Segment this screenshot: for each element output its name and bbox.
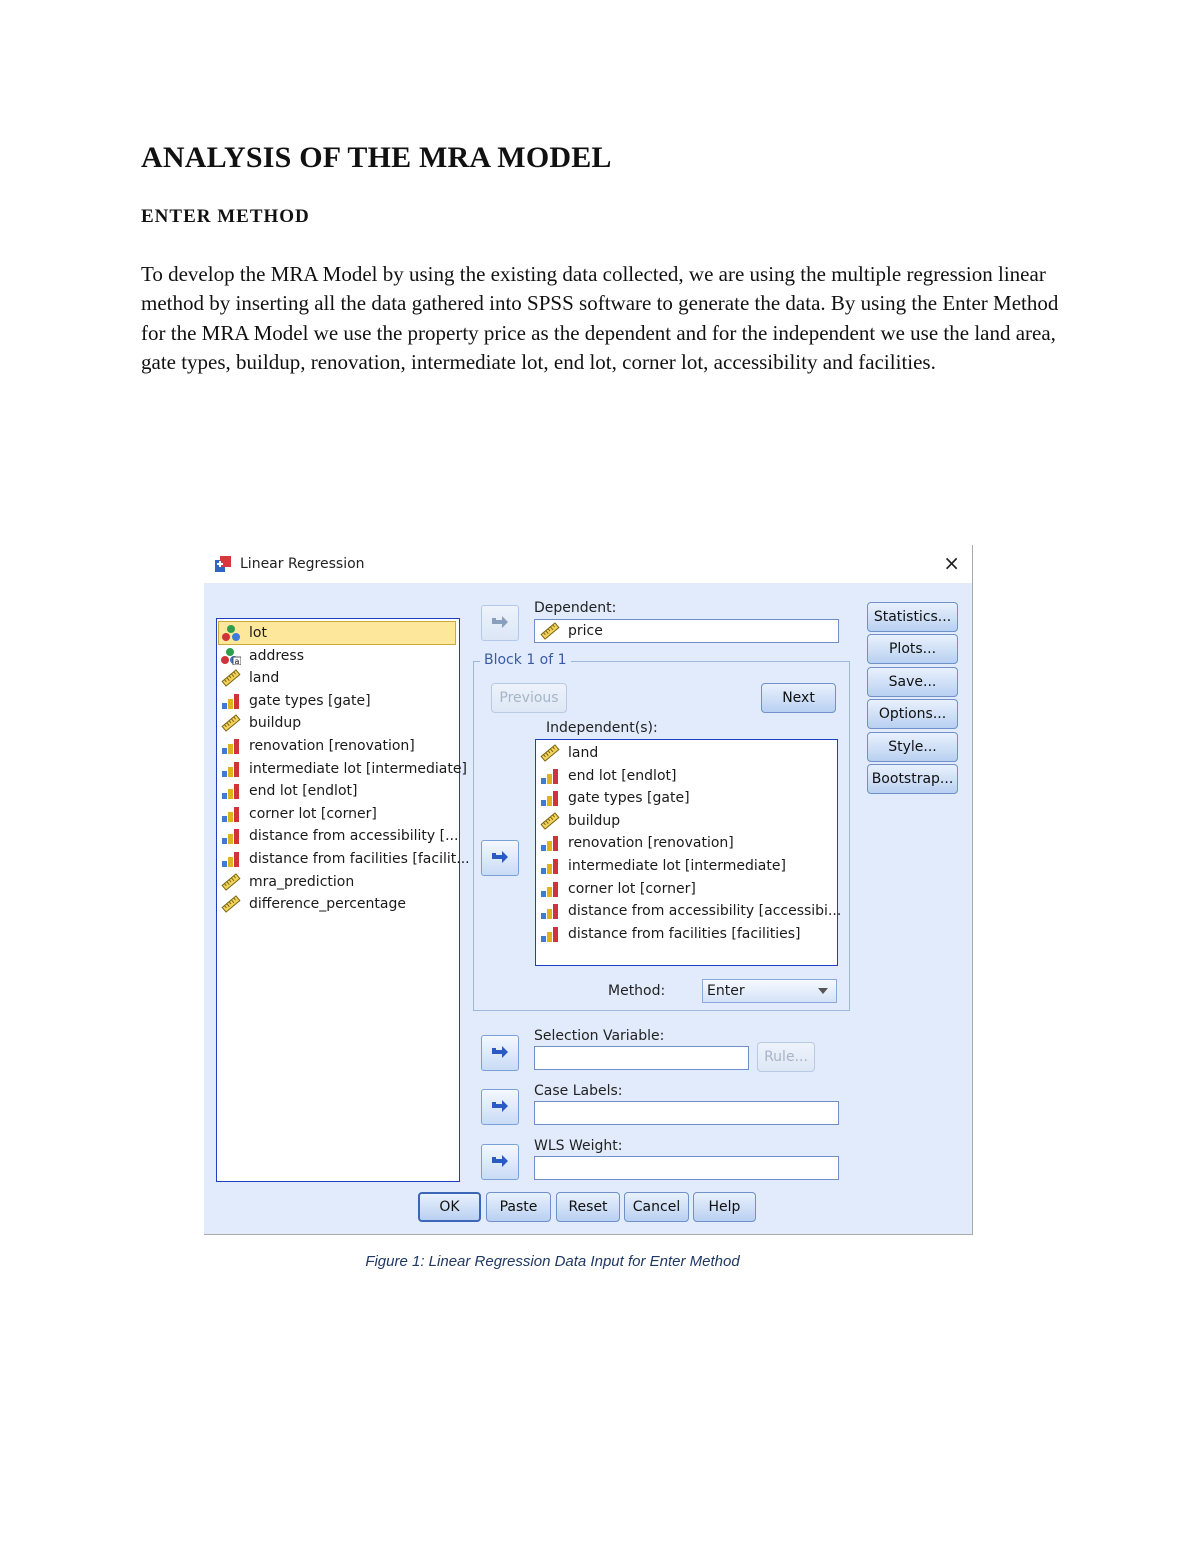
right-arrow-icon (490, 616, 510, 630)
list-item-label: end lot [endlot] (568, 767, 677, 784)
list-item-label: intermediate lot [intermediate] (568, 858, 786, 874)
dependent-value: price (568, 623, 603, 639)
list-item-label: gate types [gate] (568, 790, 690, 807)
variable-list[interactable] (216, 618, 470, 1182)
list-item-label: end lot [endlot] (249, 783, 358, 800)
wls-weight-label: WLS Weight: (534, 1138, 623, 1154)
right-arrow-icon (490, 1155, 510, 1169)
list-item-label: difference_percentage (249, 896, 406, 913)
list-item[interactable] (221, 825, 458, 847)
chevron-down-icon (818, 988, 828, 994)
list-item-label: corner lot [corner] (249, 805, 377, 822)
rule-button[interactable]: Rule... (757, 1042, 815, 1072)
list-item[interactable] (219, 622, 455, 644)
block-label: Block 1 of 1 (480, 652, 571, 668)
list-item[interactable] (221, 803, 377, 825)
ordinal-icon (221, 760, 241, 778)
list-item-label: gate types [gate] (249, 692, 371, 709)
help-button[interactable]: Help (693, 1192, 756, 1222)
right-arrow-icon (490, 851, 510, 865)
list-item[interactable] (221, 667, 279, 689)
move-selection-variable-button[interactable] (481, 1035, 519, 1071)
cancel-button[interactable]: Cancel (624, 1192, 689, 1222)
ordinal-icon (540, 925, 560, 943)
svg-text:a: a (234, 656, 240, 665)
document-heading: ANALYSIS OF THE MRA MODEL (141, 141, 612, 174)
selection-variable-field[interactable] (534, 1046, 749, 1070)
list-item[interactable] (221, 645, 304, 667)
ordinal-icon (221, 850, 241, 868)
list-item-label: distance from facilities [facilit... (249, 851, 470, 867)
linear-regression-dialog (204, 545, 973, 1235)
list-item-label: distance from accessibility [accessibi... (568, 903, 842, 920)
document-subheading: ENTER METHOD (141, 206, 310, 227)
move-wls-weight-button[interactable] (481, 1144, 519, 1180)
dialog-titlebar (204, 545, 972, 583)
list-item[interactable] (221, 712, 301, 734)
scale-icon (221, 714, 241, 732)
spss-app-icon (214, 555, 232, 573)
reset-button[interactable]: Reset (556, 1192, 620, 1222)
list-item-label: land (249, 670, 280, 687)
selection-variable-label: Selection Variable: (534, 1028, 665, 1044)
independents-label: Independent(s): (546, 720, 658, 736)
dialog-title: Linear Regression (240, 556, 365, 572)
paste-button[interactable]: Paste (486, 1192, 551, 1222)
scale-icon (221, 669, 241, 687)
scale-icon (540, 744, 560, 762)
ok-button[interactable]: OK (418, 1192, 481, 1222)
list-item-label: distance from facilities [facilities] (568, 925, 801, 942)
plots-button[interactable]: Plots... (867, 634, 958, 664)
dialog-client-area (204, 583, 972, 1234)
ordinal-icon (540, 880, 560, 898)
scale-icon (221, 873, 241, 891)
list-item[interactable] (221, 871, 354, 893)
block-group (473, 652, 850, 1011)
next-button[interactable]: Next (761, 683, 836, 713)
list-item-label: intermediate lot [intermediate] (249, 760, 467, 777)
list-item-label: address (249, 647, 305, 664)
list-item[interactable] (221, 758, 467, 780)
nominal-icon (221, 624, 241, 642)
list-item[interactable] (540, 742, 598, 764)
list-item[interactable] (221, 893, 406, 915)
ordinal-icon (221, 827, 241, 845)
dependent-label: Dependent: (534, 600, 617, 616)
list-item-label: buildup (249, 715, 302, 732)
list-item[interactable] (540, 923, 801, 945)
method-value: Enter (707, 983, 745, 999)
ordinal-icon (221, 692, 241, 710)
list-item-label: buildup (568, 812, 621, 829)
right-arrow-icon (490, 1100, 510, 1114)
save-button[interactable]: Save... (867, 667, 958, 697)
list-item[interactable] (540, 832, 734, 854)
list-item-label: land (568, 745, 599, 761)
previous-button[interactable]: Previous (491, 683, 567, 713)
move-independent-button[interactable] (481, 840, 519, 876)
ordinal-icon (221, 805, 241, 823)
case-labels-label: Case Labels: (534, 1083, 623, 1099)
wls-weight-field[interactable] (534, 1156, 839, 1180)
ordinal-icon (540, 834, 560, 852)
case-labels-field[interactable] (534, 1101, 839, 1125)
list-item-label: distance from accessibility [... (249, 828, 459, 845)
list-item-label: renovation [renovation] (249, 738, 415, 754)
style-button[interactable]: Style... (867, 732, 958, 762)
list-item[interactable] (540, 900, 841, 922)
document-paragraph: To develop the MRA Model by using the existing data collected, we are using the multiple regression linear method by inserting all the data gathered into SPSS software to generate the data. By using the Enter Method for the MRA Model we use the property price as the dependent and for the independent we use the land area, gate types, buildup, renovation, intermediate lot, end lot, corner lot, accessibility and facilities. (141, 262, 1059, 375)
scale-icon (221, 895, 241, 913)
list-item-label: corner lot [corner] (568, 880, 696, 897)
list-item[interactable] (540, 787, 690, 809)
list-item[interactable] (221, 780, 357, 802)
ordinal-icon (221, 782, 241, 800)
list-item[interactable] (221, 735, 415, 757)
list-item-label: lot (249, 625, 267, 641)
figure-caption: Figure 1: Linear Regression Data Input for Enter Method (365, 1253, 740, 1270)
statistics-button[interactable]: Statistics... (867, 602, 958, 632)
list-item[interactable] (540, 765, 676, 787)
bootstrap-button[interactable]: Bootstrap... (867, 764, 958, 794)
independents-list[interactable] (535, 739, 842, 966)
nominal-string-icon (221, 647, 241, 665)
list-item-label: mra_prediction (249, 873, 355, 890)
method-select[interactable] (702, 979, 837, 1003)
list-item[interactable] (540, 855, 786, 877)
list-item[interactable] (221, 690, 371, 712)
move-case-labels-button[interactable] (481, 1089, 519, 1125)
move-dependent-button[interactable] (481, 605, 519, 641)
ordinal-icon (540, 857, 560, 875)
ordinal-icon (540, 767, 560, 785)
list-item-label: renovation [renovation] (568, 835, 734, 852)
list-item[interactable] (540, 810, 620, 832)
options-button[interactable]: Options... (867, 699, 958, 729)
scale-icon (540, 622, 560, 640)
ordinal-icon (540, 789, 560, 807)
dependent-field[interactable] (534, 619, 839, 643)
close-icon[interactable]: × (943, 551, 960, 575)
scale-icon (540, 812, 560, 830)
ordinal-icon (540, 902, 560, 920)
ordinal-icon (221, 737, 241, 755)
list-item[interactable] (221, 848, 470, 870)
list-item[interactable] (540, 878, 696, 900)
right-arrow-icon (490, 1046, 510, 1060)
method-label: Method: (608, 983, 666, 999)
